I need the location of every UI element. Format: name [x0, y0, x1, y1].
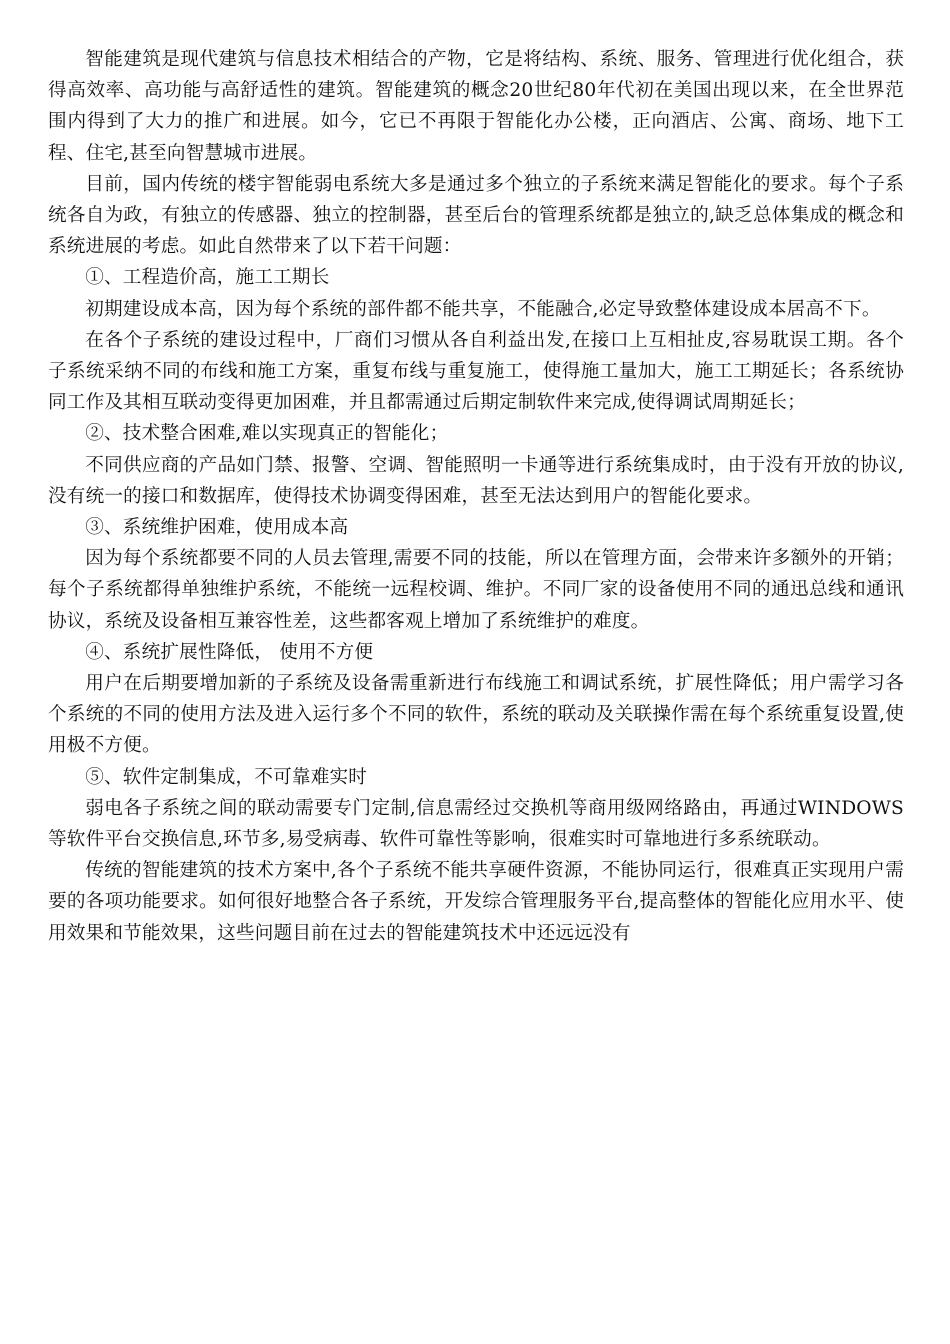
heading-issue-2: ②、技术整合困难,难以实现真正的智能化；: [85, 423, 449, 445]
paragraph-issue-1-schedule: 在各个子系统的建设过程中，厂商们习惯从各自利益出发,在接口上互相扯皮,容易耽误工期。各个子系统采纳不同的布线和施工方案，重复布线与重复施工，使得施工量加大，施工工期延长；各系统协同工作及其相互联动变得更加困难，并且都需通过后期定制软件来完成,使得调试周期延长；: [48, 329, 904, 414]
paragraph-issue-5: 弱电各子系统之间的联动需要专门定制,信息需经过交换机等商用级网络路由，再通过WINDOWS等软件平台交换信息,环节多,易受病毒、软件可靠性等影响，很难实时可靠地进行多系统联动。: [48, 797, 904, 851]
paragraph-current-status: 目前，国内传统的楼宇智能弱电系统大多是通过多个独立的子系统来满足智能化的要求。每个子系统各自为政，有独立的传感器、独立的控制器，甚至后台的管理系统都是独立的,缺乏总体集成的概念和系统进展的考虑。如此自然带来了以下若干问题：: [48, 173, 904, 258]
paragraph-issue-1-cost: 初期建设成本高，因为每个系统的部件都不能共享，不能融合,必定导致整体建设成本居高不下。: [85, 298, 881, 320]
paragraph-conclusion: 传统的智能建筑的技术方案中,各个子系统不能共享硬件资源，不能协同运行，很难真正实现用户需要的各项功能要求。如何很好地整合各子系统，开发综合管理服务平台,提高整体的智能化应用水平、使用效果和节能效果，这些问题目前在过去的智能建筑技术中还远远没有: [48, 860, 904, 944]
paragraph-intro: 智能建筑是现代建筑与信息技术相结合的产物，它是将结构、系统、服务、管理进行优化组合，获得高效率、高功能与高舒适性的建筑。智能建筑的概念20世纪80年代初在美国出现以来，在全世界范围内得到了大力的推广和进展。如今，它已不再限于智能化办公楼，正向酒店、公寓、商场、地下工程、住宅,甚至向智慧城市进展。: [48, 49, 904, 164]
paragraph-issue-4: 用户在后期要增加新的子系统及设备需重新进行布线施工和调试系统，扩展性降低；用户需学习各个系统的不同的使用方法及进入运行多个不同的软件，系统的联动及关联操作需在每个系统重复设置,使用极不方便。: [48, 673, 904, 757]
heading-issue-3: ③、系统维护困难，使用成本高: [85, 517, 349, 539]
heading-issue-4: ④、系统扩展性降低， 使用不方便: [85, 641, 374, 663]
heading-issue-1: ①、工程造价高，施工工期长: [85, 267, 330, 289]
paragraph-issue-2: 不同供应商的产品如门禁、报警、空调、智能照明一卡通等进行系统集成时，由于没有开放的协议,没有统一的接口和数据库，使得技术协调变得困难，甚至无法达到用户的智能化要求。: [48, 454, 904, 507]
heading-issue-5: ⑤、软件定制集成，不可靠难实时: [85, 766, 368, 788]
paragraph-issue-3: 因为每个系统都要不同的人员去管理,需要不同的技能，所以在管理方面，会带来许多额外的开销；每个子系统都得单独维护系统，不能统一远程校调、维护。不同厂家的设备使用不同的通迅总线和通讯协议，系统及设备相互兼容性差，这些都客观上增加了系统维护的难度。: [48, 548, 904, 632]
